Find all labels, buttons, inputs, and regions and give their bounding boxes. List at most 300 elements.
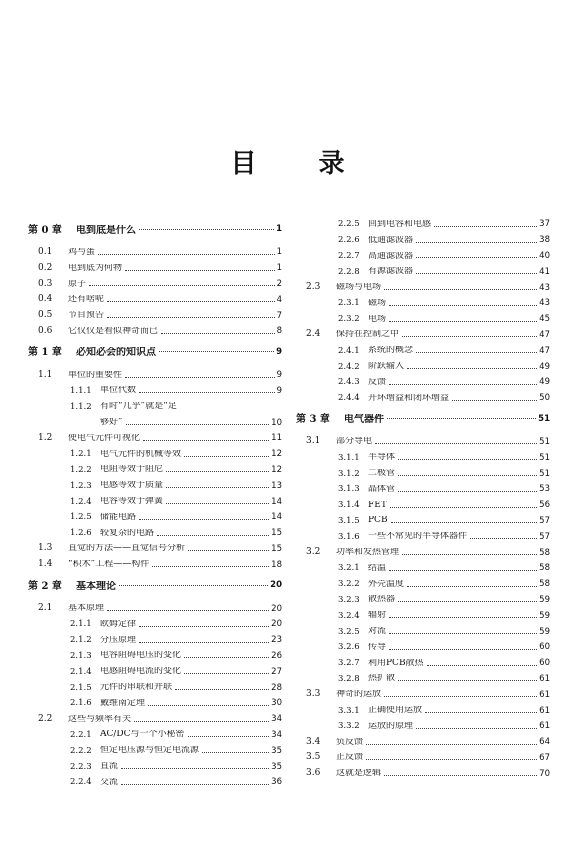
- dot-leader: [375, 442, 537, 444]
- toc-entry-page: 59: [539, 610, 550, 621]
- dot-leader: [402, 553, 537, 555]
- dot-leader: [389, 383, 537, 385]
- toc-entry-number: 2.2.5: [338, 219, 360, 230]
- toc-entry[interactable]: [296, 463, 550, 479]
- toc-chapter-entry[interactable]: [28, 337, 282, 365]
- toc-entry-title: 电气元件的机械等效: [100, 449, 182, 459]
- toc-entry-page: 58: [539, 547, 550, 558]
- toc-entry-number: 1.2.5: [70, 512, 92, 523]
- toc-entry-page: 10: [271, 417, 282, 428]
- toc-entry-title: 磁场与电场: [336, 283, 382, 293]
- dot-leader: [166, 486, 269, 488]
- toc-entry-number: 2.3: [306, 282, 321, 293]
- toc-entry-title: 结温: [368, 563, 387, 573]
- toc-entry-title: 晶体管: [368, 484, 396, 494]
- toc-entry[interactable]: [28, 740, 282, 756]
- toc-entry-title: 单位代数: [100, 386, 137, 396]
- dot-leader: [152, 565, 269, 567]
- toc-entry-title: 这些与频率有关: [68, 714, 132, 724]
- toc-entry-number: 第 2 章: [28, 580, 62, 592]
- toc-entry-number: 3.2.5: [338, 626, 360, 637]
- toc-entry-page: 56: [539, 500, 550, 511]
- dot-leader: [398, 490, 537, 492]
- toc-entry[interactable]: [28, 321, 282, 337]
- toc-entry-page: 36: [271, 777, 282, 788]
- toc-entry-title: 电到底为何物: [68, 263, 123, 273]
- toc-entry-page: 26: [271, 650, 282, 661]
- toc-entry[interactable]: [28, 661, 282, 677]
- toc-entry-title: 高通滤波器: [368, 251, 414, 261]
- toc-entry-title: 电感阻碍电流的变化: [100, 667, 182, 677]
- toc-entry-page: 1: [276, 247, 282, 258]
- toc-entry[interactable]: [296, 605, 550, 621]
- toc-entry[interactable]: [296, 388, 550, 404]
- toc-entry[interactable]: [28, 614, 282, 630]
- toc-entry-number: 2.2.3: [70, 761, 92, 772]
- page-title: [0, 143, 577, 180]
- toc-entry[interactable]: [296, 748, 550, 764]
- toc-entry-page: 70: [539, 768, 550, 779]
- toc-entry-title: 部分导电: [336, 437, 373, 447]
- dot-leader: [175, 688, 269, 690]
- toc-entry-title: 阶跃输入: [368, 362, 405, 372]
- toc-entry-title: 开环增益和闭环增益: [368, 393, 450, 403]
- toc-entry-title: 使电气元件可视化: [68, 433, 141, 443]
- toc-entry-title: 正反馈: [336, 753, 364, 763]
- toc-entry[interactable]: [28, 539, 282, 555]
- toc-entry-title: 正确使用运放: [368, 706, 423, 716]
- dot-leader: [148, 704, 269, 706]
- toc-entry-title: 散热器: [368, 595, 396, 605]
- dot-leader: [202, 751, 269, 753]
- toc-entry[interactable]: [296, 684, 550, 700]
- dot-leader: [407, 367, 537, 369]
- toc-entry[interactable]: [296, 293, 550, 309]
- toc-entry[interactable]: [28, 772, 282, 788]
- toc-entry-page: 51: [539, 468, 550, 479]
- toc-entry-page: 61: [539, 689, 550, 700]
- toc-entry[interactable]: [296, 637, 550, 653]
- title-char: 录: [318, 149, 347, 179]
- toc-entry-title: 较复杂的电路: [100, 528, 155, 538]
- toc-entry[interactable]: [28, 554, 282, 570]
- dot-leader: [184, 672, 269, 674]
- toc-entry[interactable]: [296, 590, 550, 606]
- toc-entry-title: 基本理论: [76, 580, 116, 592]
- toc-entry-number: 1.1.1: [70, 386, 92, 397]
- toc-entry[interactable]: [28, 646, 282, 662]
- dot-leader: [139, 518, 269, 520]
- toc-entry[interactable]: [28, 365, 282, 381]
- toc-entry-number: 2.2.4: [70, 777, 92, 788]
- toc-entry-page: 1: [276, 224, 282, 235]
- toc-entry-page: 30: [271, 698, 282, 709]
- toc-entry-page: 53: [539, 484, 550, 495]
- toc-entry-number: 0.1: [38, 246, 53, 257]
- toc-entry-number: 3.1.1: [338, 452, 360, 463]
- toc-entry[interactable]: [296, 432, 550, 448]
- toc-entry-title: 对流: [368, 627, 387, 637]
- toc-entry-title: 系统的概念: [368, 346, 414, 356]
- toc-entry[interactable]: [296, 214, 550, 230]
- toc-entry-title: 这就是逻辑: [336, 769, 382, 779]
- toc-entry[interactable]: [296, 669, 550, 685]
- toc-entry-title: 直觉的方法——直觉信号分析: [68, 544, 186, 554]
- toc-entry-page: 61: [539, 721, 550, 732]
- toc-entry-number: 3.1.2: [338, 468, 360, 479]
- toc-entry-title: 电阻等效于阻尼: [100, 465, 164, 475]
- toc-entry-page: 41: [539, 266, 550, 277]
- toc-entry-title: 有源滤波器: [368, 267, 414, 277]
- toc-entry[interactable]: [28, 709, 282, 725]
- toc-entry-title: 必知必会的知识点: [76, 347, 156, 359]
- toc-entry-number: 2.1.1: [70, 619, 92, 630]
- toc-entry-page: 28: [271, 682, 282, 693]
- toc-entry[interactable]: [28, 693, 282, 709]
- toc-entry-number: 2.2.8: [338, 266, 360, 277]
- toc-entry-number: 3.2.1: [338, 563, 360, 574]
- toc-entry-page: 57: [539, 516, 550, 526]
- toc-entry-page: 59: [539, 594, 550, 605]
- toc-entry-number: 2.1.2: [70, 635, 92, 646]
- toc-entry[interactable]: [28, 460, 282, 476]
- toc-entry-page: 14: [271, 496, 282, 507]
- dot-leader: [416, 351, 537, 353]
- toc-entry[interactable]: [296, 558, 550, 574]
- toc-entry-number: 3.2.3: [338, 594, 360, 605]
- dot-leader: [89, 284, 275, 286]
- toc-entry-page: 40: [539, 251, 550, 262]
- toc-entry-title: AC/DC与一个小秘密: [100, 730, 185, 740]
- dot-leader: [188, 735, 270, 737]
- dot-leader: [398, 600, 537, 602]
- toc-entry[interactable]: [28, 289, 282, 305]
- toc-entry-title: 欧姆定律: [100, 619, 137, 629]
- toc-entry-number: 2.4: [306, 329, 321, 340]
- toc-entry-title: 有时“几乎”就是“足: [100, 402, 177, 412]
- toc-entry[interactable]: [296, 479, 550, 495]
- toc-entry[interactable]: [28, 475, 282, 491]
- toc-entry[interactable]: [296, 716, 550, 732]
- toc-entry-number: 0.5: [38, 310, 53, 321]
- toc-entry-number: 1.2.1: [70, 449, 92, 460]
- toc-entry-title: 磁场: [368, 298, 387, 308]
- toc-entry-page: 12: [271, 449, 282, 460]
- toc-entry[interactable]: [28, 523, 282, 539]
- toc-entry-title: 一些不常见的半导体器件: [368, 532, 468, 542]
- toc-entry-number: 3.1.6: [338, 531, 360, 542]
- toc-entry-page: 27: [271, 666, 282, 677]
- toc-entry-number: 1.4: [38, 559, 53, 570]
- toc-entry-number: 3.1.5: [338, 516, 360, 526]
- dot-leader: [121, 783, 269, 785]
- toc-entry[interactable]: [28, 381, 282, 397]
- dot-leader: [416, 256, 537, 258]
- toc-column-right: [296, 214, 550, 779]
- dot-leader: [398, 474, 537, 476]
- toc-entry[interactable]: [28, 491, 282, 507]
- dot-leader: [143, 439, 269, 441]
- toc-entry-title: 电容阻碍电压的变化: [100, 651, 182, 661]
- toc-entry-number: 2.2.2: [70, 745, 92, 756]
- toc-entry-number: 1.3: [38, 543, 53, 554]
- toc-entry-page: 9: [276, 370, 282, 381]
- toc-entry[interactable]: [296, 447, 550, 463]
- dot-leader: [188, 549, 269, 551]
- toc-entry[interactable]: [28, 725, 282, 741]
- toc-entry-number: 0.6: [38, 325, 53, 336]
- toc-entry-page: 61: [539, 673, 550, 684]
- dot-leader: [107, 300, 275, 302]
- toc-entry-title: 外壳温度: [368, 579, 405, 589]
- toc-entry-page: 60: [539, 658, 550, 669]
- toc-entry[interactable]: [296, 574, 550, 590]
- toc-entry-page: 35: [271, 745, 282, 756]
- dot-leader: [407, 585, 537, 587]
- toc-entry-page: 8: [276, 326, 282, 337]
- toc-entry[interactable]: [28, 428, 282, 444]
- toc-entry-title: 传导: [368, 642, 387, 652]
- toc-entry[interactable]: [296, 621, 550, 637]
- dot-leader: [134, 720, 269, 722]
- toc-entry-number: 1.1: [38, 369, 53, 380]
- toc-entry-number: 3.2.6: [338, 642, 360, 653]
- toc-entry-title: 保持在控制之中: [336, 330, 400, 340]
- toc-entry-page: 2: [276, 279, 282, 290]
- toc-entry[interactable]: [296, 372, 550, 388]
- dot-leader: [416, 727, 537, 729]
- toc-entry-title: 直流: [100, 762, 119, 772]
- toc-entry[interactable]: [28, 756, 282, 772]
- toc-entry-title: 鸡与蛋: [68, 247, 96, 257]
- toc-entry-number: 1.1.2: [70, 401, 92, 412]
- toc-entry-number: 2.2.6: [338, 235, 360, 246]
- toc-entry-page: 37: [539, 219, 550, 230]
- toc-entry[interactable]: [296, 230, 550, 246]
- toc-entry[interactable]: [296, 340, 550, 356]
- toc-entry-page: 47: [539, 330, 550, 341]
- toc-entry-number: 2.1: [38, 603, 53, 614]
- dot-leader: [398, 458, 537, 460]
- toc-entry-title: 电容等效于弹簧: [100, 497, 164, 507]
- dot-leader: [159, 350, 274, 352]
- toc-entry-page: 12: [271, 465, 282, 476]
- toc-entry-page: 43: [539, 282, 550, 293]
- toc-entry-title: “积木”工程——构件: [68, 560, 150, 570]
- toc-entry-title: 储能电路: [100, 512, 137, 522]
- toc-entry-title: 二极管: [368, 469, 396, 479]
- dot-leader: [139, 228, 274, 230]
- toc-entry[interactable]: [296, 246, 550, 262]
- dot-leader: [416, 241, 537, 243]
- dot-leader: [166, 502, 269, 504]
- toc-entry-page: 34: [271, 729, 282, 740]
- toc-entry-number: 第 1 章: [28, 347, 62, 359]
- toc-entry-page: 38: [539, 235, 550, 246]
- toc-entry-page: 9: [276, 347, 282, 358]
- toc-entry-page: 60: [539, 642, 550, 653]
- toc-entry-number: 第 0 章: [28, 224, 62, 236]
- toc-entry-page: 9: [276, 386, 282, 397]
- dot-leader: [119, 584, 268, 586]
- toc-entry-page: 43: [539, 298, 550, 309]
- dot-leader: [184, 656, 269, 658]
- toc-entry-page: 45: [539, 314, 550, 325]
- toc-entry[interactable]: [296, 325, 550, 341]
- dot-leader: [387, 417, 536, 419]
- toc-entry[interactable]: [28, 396, 282, 412]
- toc-entry-title: 戴维南定理: [100, 698, 146, 708]
- dot-leader: [434, 225, 537, 227]
- toc-entry-page: 51: [539, 437, 550, 448]
- toc-entry[interactable]: [28, 444, 282, 460]
- toc-entry[interactable]: [28, 507, 282, 523]
- toc-entry-page: 35: [271, 761, 282, 772]
- toc-entry-title: 半导体: [368, 453, 396, 463]
- toc-entry-page: 58: [539, 563, 550, 574]
- toc-entry-page: 7: [276, 310, 282, 321]
- dot-leader: [139, 641, 269, 643]
- toc-chapter-entry[interactable]: [28, 570, 282, 598]
- toc-entry-title: 恒定电压源与恒定电流源: [100, 746, 200, 756]
- dot-leader: [427, 664, 538, 666]
- toc-entry-page: 49: [539, 361, 550, 372]
- dot-leader: [161, 332, 275, 334]
- dot-leader: [398, 679, 537, 681]
- toc-entry-number: 1.2: [38, 432, 53, 443]
- toc-entry[interactable]: [296, 511, 550, 527]
- toc-entry-page: 51: [539, 452, 550, 463]
- toc-entry-number: 2.1.3: [70, 650, 92, 661]
- dot-leader: [389, 320, 537, 322]
- title-char: 目: [230, 149, 259, 179]
- toc-entry-title: 基本原理: [68, 604, 105, 614]
- toc-entry[interactable]: [296, 495, 550, 511]
- dot-leader: [139, 625, 269, 627]
- toc-entry-number: 2.2.1: [70, 729, 92, 740]
- toc-entry-number: 3.2.4: [338, 610, 360, 621]
- dot-leader: [166, 470, 269, 472]
- toc-entry-number: 2.1.4: [70, 666, 92, 677]
- toc-entry[interactable]: [28, 677, 282, 693]
- toc-entry[interactable]: [28, 274, 282, 290]
- toc-chapter-entry[interactable]: [28, 214, 282, 242]
- toc-entry[interactable]: [28, 242, 282, 258]
- toc-entry[interactable]: [296, 309, 550, 325]
- toc-entry-title: 功率和发热管理: [336, 548, 400, 558]
- toc-entry-number: 2.1.5: [70, 682, 92, 693]
- toc-entry-number: 1.2.6: [70, 528, 92, 539]
- dot-leader: [384, 774, 537, 776]
- toc-entry-number: 2.4.3: [338, 377, 360, 388]
- toc-entry-title: 辐射: [368, 611, 387, 621]
- toc-entry-number: 3.1: [306, 436, 321, 447]
- toc-entry-number: 1.2.2: [70, 465, 92, 476]
- dot-leader: [390, 506, 537, 508]
- toc-entry-title: 运放的原理: [368, 721, 414, 731]
- toc-entry-title: 交流: [100, 777, 119, 787]
- toc-entry-title: 电到底是什么: [76, 224, 136, 236]
- toc-entry[interactable]: [28, 598, 282, 614]
- toc-entry-number: 2.3.1: [338, 298, 360, 309]
- dot-leader: [98, 253, 275, 255]
- dot-leader: [126, 423, 270, 425]
- toc-entry[interactable]: [28, 305, 282, 321]
- toc-entry-page: 57: [539, 531, 550, 542]
- toc-entry-title: 反馈: [368, 377, 387, 387]
- toc-entry-number: 2.1.6: [70, 698, 92, 709]
- toc-entry[interactable]: [296, 526, 550, 542]
- toc-entry[interactable]: [296, 732, 550, 748]
- toc-entry[interactable]: [296, 277, 550, 293]
- dot-leader: [389, 569, 537, 571]
- toc-entry-number: 1.2.3: [70, 480, 92, 491]
- toc-entry[interactable]: [28, 258, 282, 274]
- toc-entry-title: 单位的重要性: [68, 370, 123, 380]
- toc-entry-page: 50: [539, 393, 550, 404]
- toc-entry-title: 神奇的运放: [336, 690, 382, 700]
- toc-entry-title: 分压原理: [100, 635, 137, 645]
- toc-chapter-entry[interactable]: [296, 404, 550, 432]
- toc-entry-number: 3.2: [306, 547, 321, 558]
- toc-entry-page: 20: [270, 580, 282, 591]
- toc-entry-page: 47: [539, 345, 550, 356]
- dot-leader: [384, 695, 537, 697]
- dot-leader: [366, 758, 537, 760]
- toc-entry[interactable]: [296, 356, 550, 372]
- toc-entry[interactable]: [296, 653, 550, 669]
- dot-leader: [391, 521, 538, 523]
- toc-entry-title: 节目预告: [68, 311, 105, 321]
- toc-entry[interactable]: [296, 763, 550, 779]
- toc-entry-page: 59: [539, 626, 550, 637]
- toc-entry[interactable]: [28, 630, 282, 646]
- toc-entry-number: 2.4.2: [338, 361, 360, 372]
- toc-entry-number: 第 3 章: [296, 414, 330, 426]
- toc-entry-page: 15: [271, 544, 282, 554]
- toc-entry-page: 4: [276, 294, 282, 305]
- toc-entry-page: 34: [271, 714, 282, 725]
- toc-entry-number: 0.2: [38, 262, 53, 273]
- dot-leader: [125, 376, 275, 378]
- toc-entry-page: 51: [538, 413, 550, 424]
- dot-leader: [389, 616, 537, 618]
- toc-entry-number: 3.3.2: [338, 721, 360, 732]
- toc-entry-title: 热扩散: [368, 674, 396, 684]
- toc-entry-number: 0.3: [38, 278, 53, 289]
- dot-leader: [389, 648, 537, 650]
- dot-leader: [184, 455, 269, 457]
- dot-leader: [107, 316, 275, 318]
- toc-entry[interactable]: [28, 412, 282, 428]
- toc-entry-title: 电气器件: [344, 414, 384, 426]
- toc-entry[interactable]: [296, 261, 550, 277]
- dot-leader: [121, 767, 269, 769]
- toc-entry[interactable]: [296, 542, 550, 558]
- dot-leader: [425, 711, 537, 713]
- dot-leader: [125, 269, 275, 271]
- dot-leader: [366, 743, 537, 745]
- toc-entry-number: 0.4: [38, 294, 53, 305]
- toc-entry[interactable]: [296, 700, 550, 716]
- toc-entry-title: 电感等效于质量: [100, 481, 164, 491]
- toc-entry-page: 49: [539, 377, 550, 388]
- dot-leader: [139, 391, 275, 393]
- toc-entry-page: 23: [271, 635, 282, 646]
- toc-entry-page: 11: [271, 433, 282, 444]
- toc-entry-page: 61: [539, 705, 550, 716]
- toc-entry-number: 2.4.1: [338, 345, 360, 356]
